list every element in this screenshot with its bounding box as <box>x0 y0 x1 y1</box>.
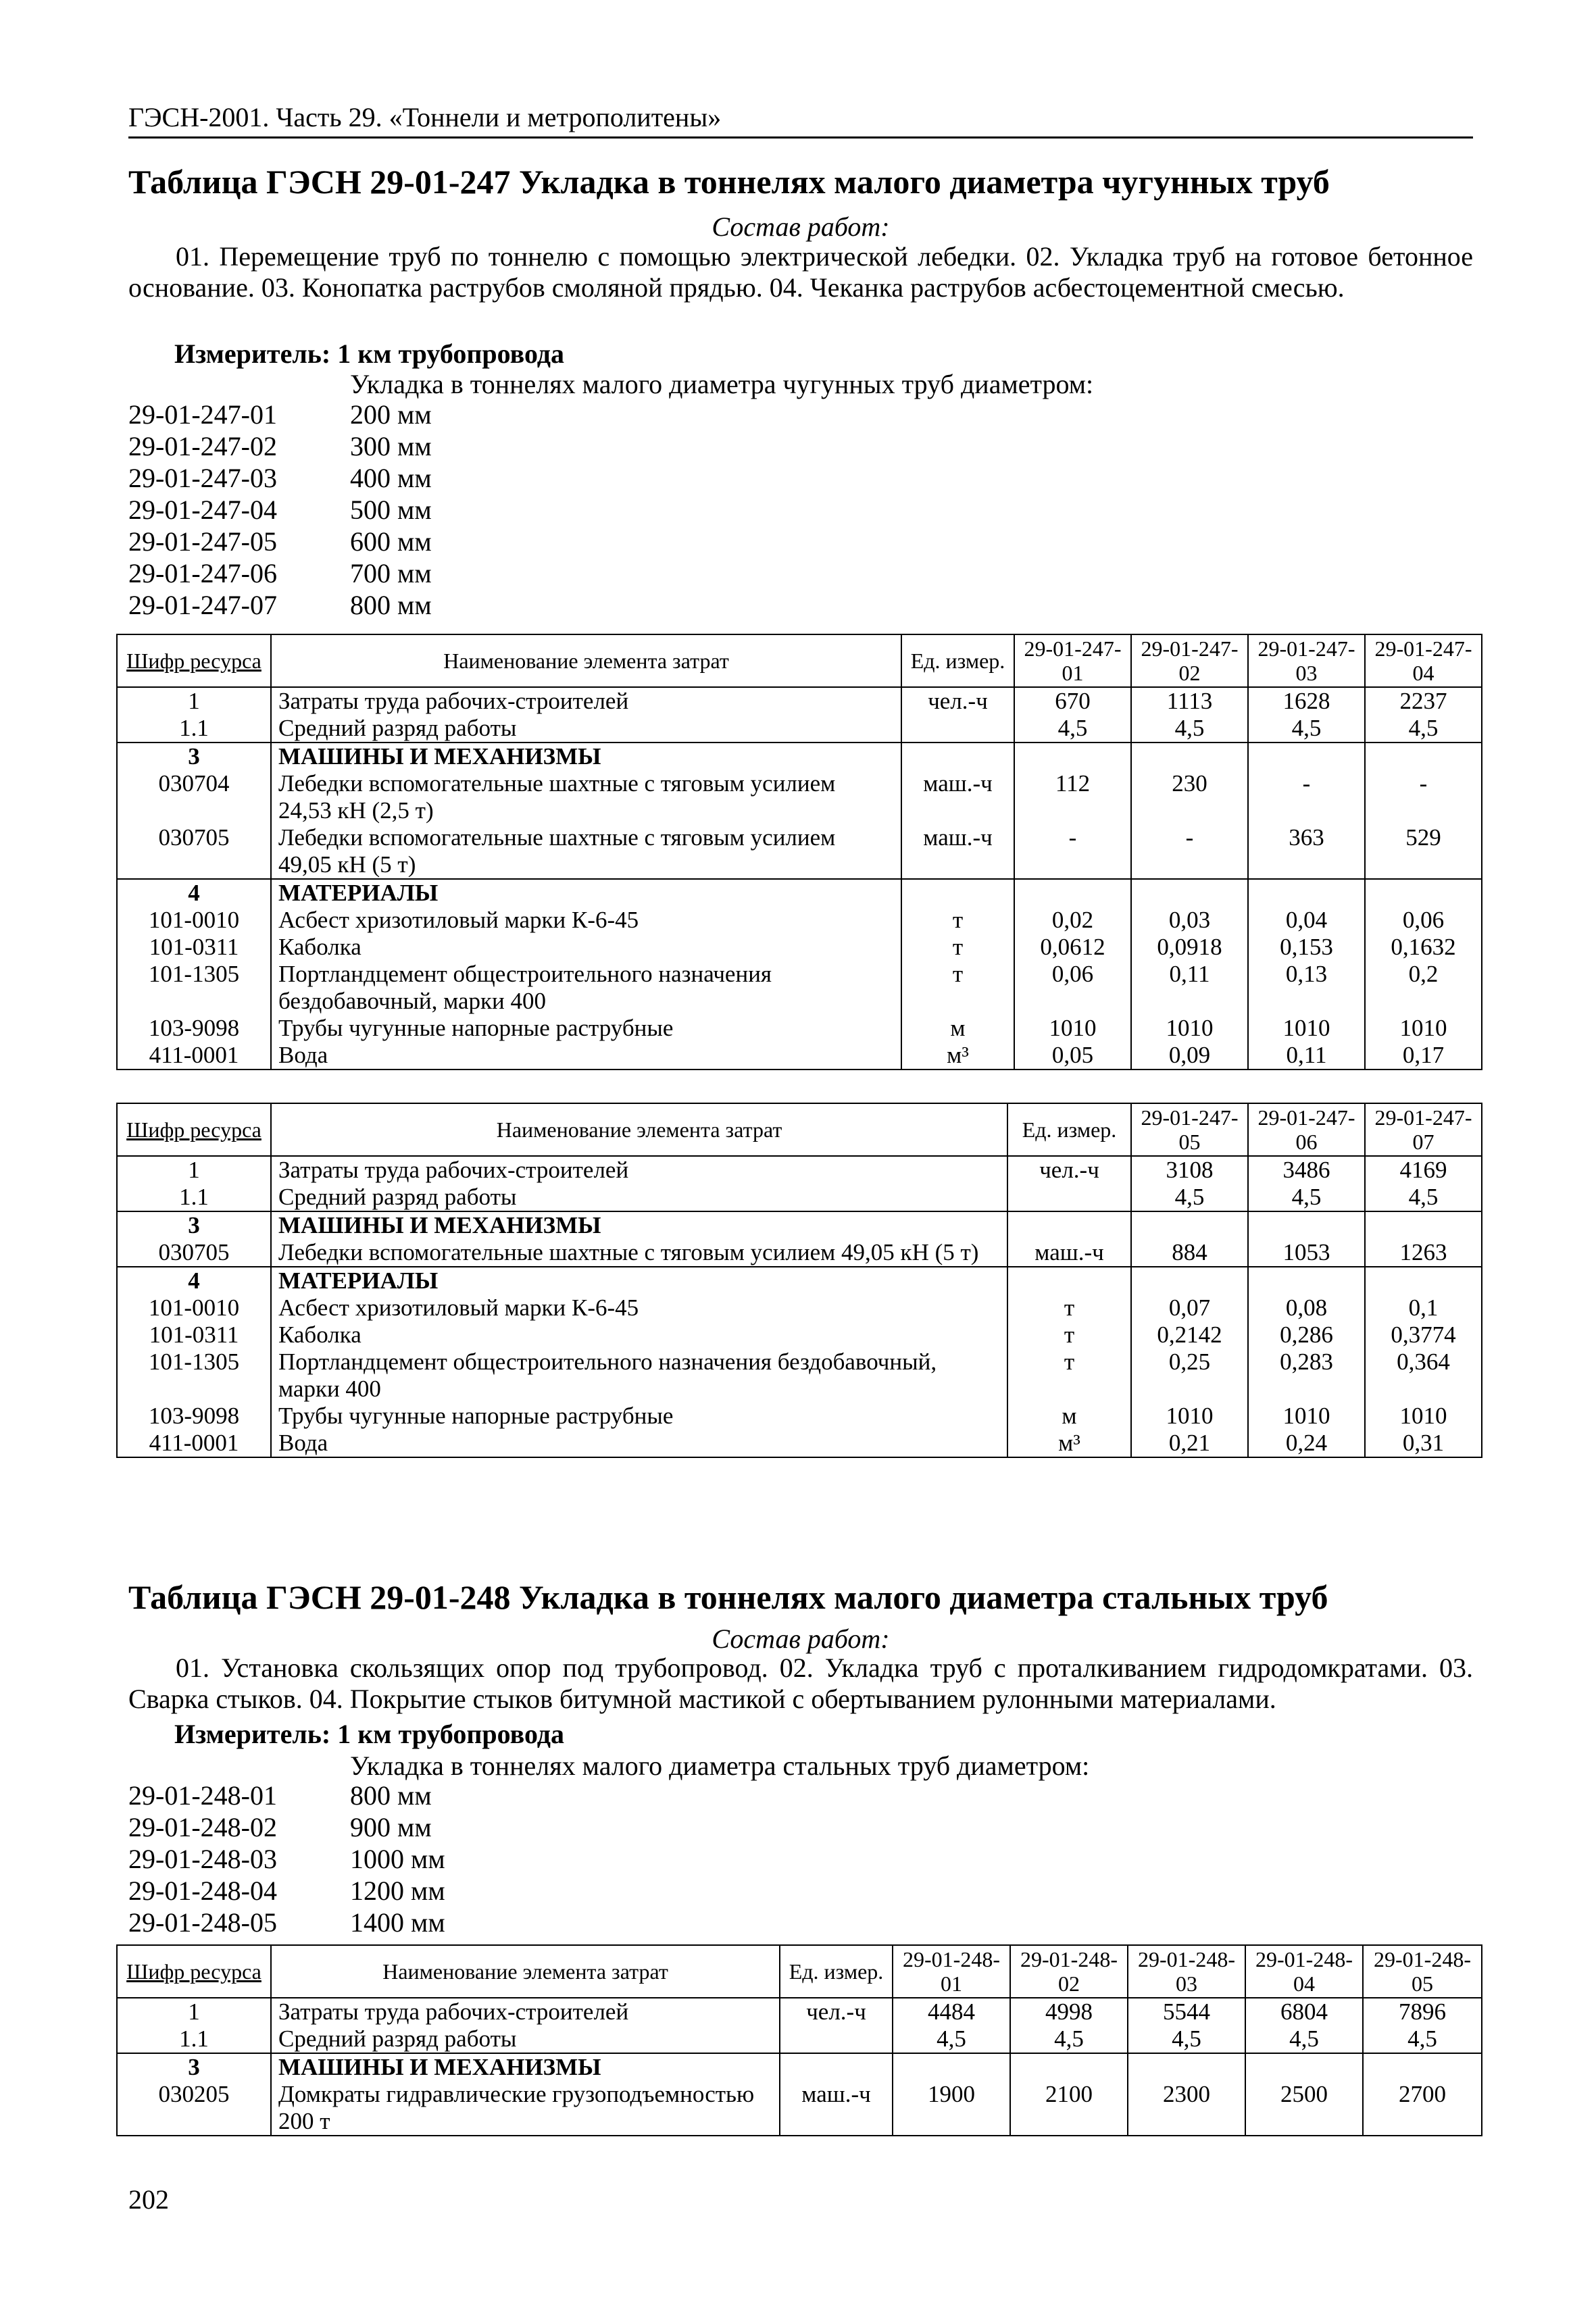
diameter: 1400 мм <box>350 1907 445 1938</box>
diameter: 200 мм <box>350 399 432 430</box>
cell-value: 0,06 <box>1014 961 1131 1015</box>
header-unit: Ед. измер. <box>901 634 1014 687</box>
cell-shifr: 3 <box>117 743 271 770</box>
cell-name: Средний разряд работы <box>271 2026 780 2053</box>
cell-value: 4169 <box>1365 1156 1482 1184</box>
cell-value: 4484 <box>893 1998 1010 2026</box>
cell-name: Домкраты гидравлические грузоподъемностью 200 т <box>271 2081 780 2136</box>
cell-name: Затраты труда рабочих-строителей <box>271 1156 1007 1184</box>
cell-value: 0,07 <box>1131 1294 1248 1322</box>
table-row <box>117 1998 1482 2026</box>
table-row <box>117 934 1482 961</box>
measure-unit: Измеритель: 1 км трубопровода <box>174 338 565 369</box>
cell-shifr: 1.1 <box>117 2026 271 2053</box>
cell-value: 3108 <box>1131 1156 1248 1184</box>
code: 29-01-248-04 <box>128 1876 277 1906</box>
cell-value: 1113 <box>1131 687 1248 715</box>
cell-value: 112 <box>1014 770 1131 824</box>
work-composition: 01. Перемещение труб по тоннелю с помощью электрической лебедки. 02. Укладка труб на готовое бетонное основание. 03. Конопатка раструбов смоляной прядью. 04. Чеканка раструбов асбестоцементной смесью. <box>128 241 1473 303</box>
cell-unit: маш.-ч <box>901 770 1014 824</box>
cell-value: 4,5 <box>1363 2026 1482 2053</box>
cell-shifr: 1.1 <box>117 1184 271 1211</box>
cell-value: 1010 <box>1365 1015 1482 1042</box>
cell-value: 1010 <box>1131 1015 1248 1042</box>
cell-value: 2500 <box>1245 2081 1363 2136</box>
code: 29-01-247-03 <box>128 463 277 493</box>
code: 29-01-247-04 <box>128 495 277 525</box>
cell-value: 4,5 <box>1365 1184 1482 1211</box>
cell-section-name: МАШИНЫ И МЕХАНИЗМЫ <box>271 743 901 770</box>
header-shifr: Шифр ресурса <box>117 1945 271 1998</box>
code-list <box>128 1780 445 1938</box>
header-name: Наименование элемента затрат <box>271 1945 780 1998</box>
code-row <box>128 557 432 589</box>
cell-value: 0,3774 <box>1365 1322 1482 1349</box>
cell-shifr: 1 <box>117 687 271 715</box>
code: 29-01-248-03 <box>128 1844 277 1874</box>
diameter: 800 мм <box>350 590 432 620</box>
cell-name: Затраты труда рабочих-строителей <box>271 687 901 715</box>
table-header <box>117 634 1482 687</box>
cell-name: Портландцемент общестроительного назначения бездобавочный, марки 400 <box>271 1349 1007 1403</box>
diameter: 1200 мм <box>350 1876 445 1906</box>
header-name: Наименование элемента затрат <box>271 1103 1007 1156</box>
diameter: 600 мм <box>350 526 432 557</box>
code: 29-01-247-06 <box>128 558 277 588</box>
cell-value: 0,06 <box>1365 907 1482 934</box>
cell-value: 0,364 <box>1365 1349 1482 1403</box>
cell-name: Средний разряд работы <box>271 1184 1007 1211</box>
cell-shifr: 3 <box>117 2053 271 2081</box>
cell-unit: чел.-ч <box>1007 1156 1131 1184</box>
cell-value: 1628 <box>1248 687 1365 715</box>
cell-shifr: 1 <box>117 1156 271 1184</box>
cell-value: 4,5 <box>893 2026 1010 2053</box>
cell-value: 0,1 <box>1365 1294 1482 1322</box>
cell-value: 0,21 <box>1131 1430 1248 1457</box>
cell-value: 0,03 <box>1131 907 1248 934</box>
cell-shifr: 030205 <box>117 2081 271 2136</box>
code: 29-01-247-02 <box>128 431 277 461</box>
cell-value: 1010 <box>1131 1403 1248 1430</box>
cell-shifr: 1 <box>117 1998 271 2026</box>
work-composition: 01. Установка скользящих опор под трубопровод. 02. Укладка труб с проталкиванием гидродомкратами. 03. Сварка стыков. 04. Покрытие стыков битумной мастикой с обертыванием рулонными материалами. <box>128 1653 1473 1714</box>
table-title: Таблица ГЭСН 29-01-248 Укладка в тоннелях малого диаметра стальных труб <box>128 1578 1328 1616</box>
cell-shifr: 4 <box>117 879 271 907</box>
cell-value: 0,11 <box>1248 1042 1365 1070</box>
cell-value: 2237 <box>1365 687 1482 715</box>
table-row <box>117 770 1482 824</box>
cell-unit: т <box>901 961 1014 1015</box>
cell-name: Вода <box>271 1430 1007 1457</box>
cell-value: - <box>1014 824 1131 879</box>
cell-name: Лебедки вспомогательные шахтные с тяговым усилием 49,05 кН (5 т) <box>271 1239 1007 1267</box>
cell-value: 1053 <box>1248 1239 1365 1267</box>
code: 29-01-248-01 <box>128 1780 277 1811</box>
cell-value: - <box>1131 824 1248 879</box>
cell-value: 5544 <box>1128 1998 1245 2026</box>
cell-shifr: 101-0010 <box>117 907 271 934</box>
header-col: 29-01-247-05 <box>1131 1103 1248 1156</box>
code: 29-01-247-07 <box>128 590 277 620</box>
cell-value: 4998 <box>1010 1998 1128 2026</box>
code-row <box>128 1875 445 1907</box>
table-row <box>117 824 1482 879</box>
code: 29-01-248-02 <box>128 1812 277 1842</box>
cell-value: 0,17 <box>1365 1042 1482 1070</box>
table-header <box>117 1103 1482 1156</box>
header-col: 29-01-248-01 <box>893 1945 1010 1998</box>
cell-value: 1010 <box>1365 1403 1482 1430</box>
cell-value: 4,5 <box>1365 715 1482 743</box>
cell-value: 529 <box>1365 824 1482 879</box>
cell-unit <box>901 715 1014 743</box>
diameter: 800 мм <box>350 1780 432 1811</box>
diameter: 300 мм <box>350 431 432 461</box>
header-col: 29-01-248-04 <box>1245 1945 1363 1998</box>
cell-unit: чел.-ч <box>780 1998 893 2026</box>
cell-name: Каболка <box>271 1322 1007 1349</box>
table-row <box>117 687 1482 715</box>
cell-shifr: 030704 <box>117 770 271 824</box>
diameter: 400 мм <box>350 463 432 493</box>
code: 29-01-247-05 <box>128 526 277 557</box>
cell-value: 4,5 <box>1248 715 1365 743</box>
header-col: 29-01-247-07 <box>1365 1103 1482 1156</box>
table-row <box>117 2081 1482 2136</box>
cell-value: 0,2142 <box>1131 1322 1248 1349</box>
code: 29-01-248-05 <box>128 1907 277 1938</box>
cell-unit: м³ <box>1007 1430 1131 1457</box>
cell-value: 363 <box>1248 824 1365 879</box>
code-row <box>128 1907 445 1938</box>
cell-value: 4,5 <box>1248 1184 1365 1211</box>
table-row <box>117 961 1482 1015</box>
table-row <box>117 907 1482 934</box>
cell-shifr: 030705 <box>117 824 271 879</box>
cell-unit: т <box>1007 1294 1131 1322</box>
header-col: 29-01-247-06 <box>1248 1103 1365 1156</box>
cell-value: 0,153 <box>1248 934 1365 961</box>
cell-value: 0,0918 <box>1131 934 1248 961</box>
cell-unit: т <box>1007 1322 1131 1349</box>
code-row <box>128 1780 445 1811</box>
table-row <box>117 1042 1482 1070</box>
cell-value: - <box>1365 770 1482 824</box>
cell-shifr: 411-0001 <box>117 1042 271 1070</box>
cell-value: 0,13 <box>1248 961 1365 1015</box>
table-row-section <box>117 1267 1482 1294</box>
table-row-section <box>117 743 1482 770</box>
table-row <box>117 1403 1482 1430</box>
cell-value: 1010 <box>1014 1015 1131 1042</box>
cell-unit <box>1007 1184 1131 1211</box>
cell-unit: т <box>901 907 1014 934</box>
measure-unit: Измеритель: 1 км трубопровода <box>174 1719 565 1749</box>
header-col: 29-01-247-02 <box>1131 634 1248 687</box>
table-row <box>117 1184 1482 1211</box>
cell-value: 6804 <box>1245 1998 1363 2026</box>
cell-section-name: МАТЕРИАЛЫ <box>271 879 901 907</box>
code-row <box>128 462 432 494</box>
cell-name: Лебедки вспомогательные шахтные с тяговым усилием 49,05 кН (5 т) <box>271 824 901 879</box>
header-unit: Ед. измер. <box>780 1945 893 1998</box>
cell-unit: м³ <box>901 1042 1014 1070</box>
header-unit: Ед. измер. <box>1007 1103 1131 1156</box>
cell-section-name: МАТЕРИАЛЫ <box>271 1267 1007 1294</box>
cell-value: 2300 <box>1128 2081 1245 2136</box>
header-col: 29-01-247-03 <box>1248 634 1365 687</box>
header-col: 29-01-247-01 <box>1014 634 1131 687</box>
table-row-section <box>117 2053 1482 2081</box>
cell-shifr: 411-0001 <box>117 1430 271 1457</box>
code-row <box>128 589 432 621</box>
cell-shifr: 3 <box>117 1211 271 1239</box>
cell-value: 0,283 <box>1248 1349 1365 1403</box>
diameter: 900 мм <box>350 1812 432 1842</box>
cell-value: 4,5 <box>1245 2026 1363 2053</box>
code-row <box>128 430 432 462</box>
table-row <box>117 1294 1482 1322</box>
table-row <box>117 715 1482 743</box>
cell-value: 0,11 <box>1131 961 1248 1015</box>
cell-shifr: 101-0311 <box>117 1322 271 1349</box>
cell-unit: т <box>1007 1349 1131 1403</box>
cell-name: Средний разряд работы <box>271 715 901 743</box>
cell-value: 4,5 <box>1131 1184 1248 1211</box>
table-row <box>117 1349 1482 1403</box>
code-row <box>128 399 432 430</box>
cell-value: 4,5 <box>1014 715 1131 743</box>
cell-shifr: 1.1 <box>117 715 271 743</box>
header-col: 29-01-248-03 <box>1128 1945 1245 1998</box>
cell-name: Вода <box>271 1042 901 1070</box>
cell-value: 4,5 <box>1128 2026 1245 2053</box>
codes-intro: Укладка в тоннелях малого диаметра чугунных труб диаметром: <box>350 369 1094 399</box>
table-row <box>117 1239 1482 1267</box>
cell-shifr: 030705 <box>117 1239 271 1267</box>
cell-shifr: 101-0311 <box>117 934 271 961</box>
header-col: 29-01-247-04 <box>1365 634 1482 687</box>
code-row <box>128 1811 445 1843</box>
codes-intro: Укладка в тоннелях малого диаметра стальных труб диаметром: <box>350 1751 1090 1781</box>
cell-unit: маш.-ч <box>901 824 1014 879</box>
cell-value: 0,24 <box>1248 1430 1365 1457</box>
cell-shifr: 101-1305 <box>117 1349 271 1403</box>
diameter: 700 мм <box>350 558 432 588</box>
cell-unit: м <box>1007 1403 1131 1430</box>
cell-value: 0,0612 <box>1014 934 1131 961</box>
cell-value: 1010 <box>1248 1015 1365 1042</box>
header-name: Наименование элемента затрат <box>271 634 901 687</box>
table-title: Таблица ГЭСН 29-01-247 Укладка в тоннелях малого диаметра чугунных труб <box>128 163 1330 201</box>
table-row <box>117 1430 1482 1457</box>
code-row <box>128 494 432 526</box>
cell-name: Трубы чугунные напорные раструбные <box>271 1015 901 1042</box>
code-list <box>128 399 432 621</box>
table-header <box>117 1945 1482 1998</box>
sostav-label: Состав работ: <box>712 211 890 242</box>
cell-value: 0,05 <box>1014 1042 1131 1070</box>
running-header: ГЭСН-2001. Часть 29. «Тоннели и метрополитены» <box>128 102 722 132</box>
cell-name: Лебедки вспомогательные шахтные с тяговым усилием 24,53 кН (2,5 т) <box>271 770 901 824</box>
cell-value: 0,25 <box>1131 1349 1248 1403</box>
cell-value: 0,1632 <box>1365 934 1482 961</box>
cell-value: 2700 <box>1363 2081 1482 2136</box>
cell-unit <box>780 2026 893 2053</box>
norm-table-248 <box>116 1944 1482 2136</box>
cell-value: 0,09 <box>1131 1042 1248 1070</box>
cell-value: 670 <box>1014 687 1131 715</box>
cell-value: 4,5 <box>1010 2026 1128 2053</box>
diameter: 1000 мм <box>350 1844 445 1874</box>
header-shifr: Шифр ресурса <box>117 634 271 687</box>
table-row <box>117 1015 1482 1042</box>
cell-name: Асбест хризотиловый марки К-6-45 <box>271 1294 1007 1322</box>
code: 29-01-247-01 <box>128 399 277 430</box>
header-col: 29-01-248-05 <box>1363 1945 1482 1998</box>
cell-value: 1900 <box>893 2081 1010 2136</box>
table-row <box>117 1156 1482 1184</box>
table-row-section <box>117 1211 1482 1239</box>
cell-unit: м <box>901 1015 1014 1042</box>
cell-value: 0,31 <box>1365 1430 1482 1457</box>
cell-value: 1010 <box>1248 1403 1365 1430</box>
header-col: 29-01-248-02 <box>1010 1945 1128 1998</box>
cell-value: - <box>1248 770 1365 824</box>
cell-value: 0,286 <box>1248 1322 1365 1349</box>
header-shifr: Шифр ресурса <box>117 1103 271 1156</box>
cell-value: 4,5 <box>1131 715 1248 743</box>
code-row <box>128 1843 445 1875</box>
cell-value: 0,08 <box>1248 1294 1365 1322</box>
norm-table-247-a <box>116 634 1482 1070</box>
table-row <box>117 1322 1482 1349</box>
cell-value: 2100 <box>1010 2081 1128 2136</box>
cell-value: 1263 <box>1365 1239 1482 1267</box>
table-row <box>117 2026 1482 2053</box>
cell-value: 230 <box>1131 770 1248 824</box>
cell-shifr: 101-1305 <box>117 961 271 1015</box>
cell-shifr: 4 <box>117 1267 271 1294</box>
cell-unit: маш.-ч <box>780 2081 893 2136</box>
cell-value: 0,02 <box>1014 907 1131 934</box>
cell-unit: маш.-ч <box>1007 1239 1131 1267</box>
cell-name: Портландцемент общестроительного назначения бездобавочный, марки 400 <box>271 961 901 1015</box>
cell-name: Трубы чугунные напорные раструбные <box>271 1403 1007 1430</box>
header-rule <box>128 136 1473 139</box>
cell-section-name: МАШИНЫ И МЕХАНИЗМЫ <box>271 2053 780 2081</box>
cell-name: Каболка <box>271 934 901 961</box>
cell-section-name: МАШИНЫ И МЕХАНИЗМЫ <box>271 1211 1007 1239</box>
cell-name: Асбест хризотиловый марки К-6-45 <box>271 907 901 934</box>
cell-shifr: 101-0010 <box>117 1294 271 1322</box>
cell-unit: т <box>901 934 1014 961</box>
cell-unit: чел.-ч <box>901 687 1014 715</box>
code-row <box>128 526 432 557</box>
cell-shifr: 103-9098 <box>117 1015 271 1042</box>
cell-shifr: 103-9098 <box>117 1403 271 1430</box>
diameter: 500 мм <box>350 495 432 525</box>
cell-value: 3486 <box>1248 1156 1365 1184</box>
cell-value: 0,2 <box>1365 961 1482 1015</box>
table-row-section <box>117 879 1482 907</box>
cell-value: 884 <box>1131 1239 1248 1267</box>
sostav-label: Состав работ: <box>712 1624 890 1654</box>
cell-name: Затраты труда рабочих-строителей <box>271 1998 780 2026</box>
cell-value: 7896 <box>1363 1998 1482 2026</box>
page-number: 202 <box>128 2184 169 2215</box>
cell-value: 0,04 <box>1248 907 1365 934</box>
norm-table-247-b <box>116 1103 1482 1458</box>
